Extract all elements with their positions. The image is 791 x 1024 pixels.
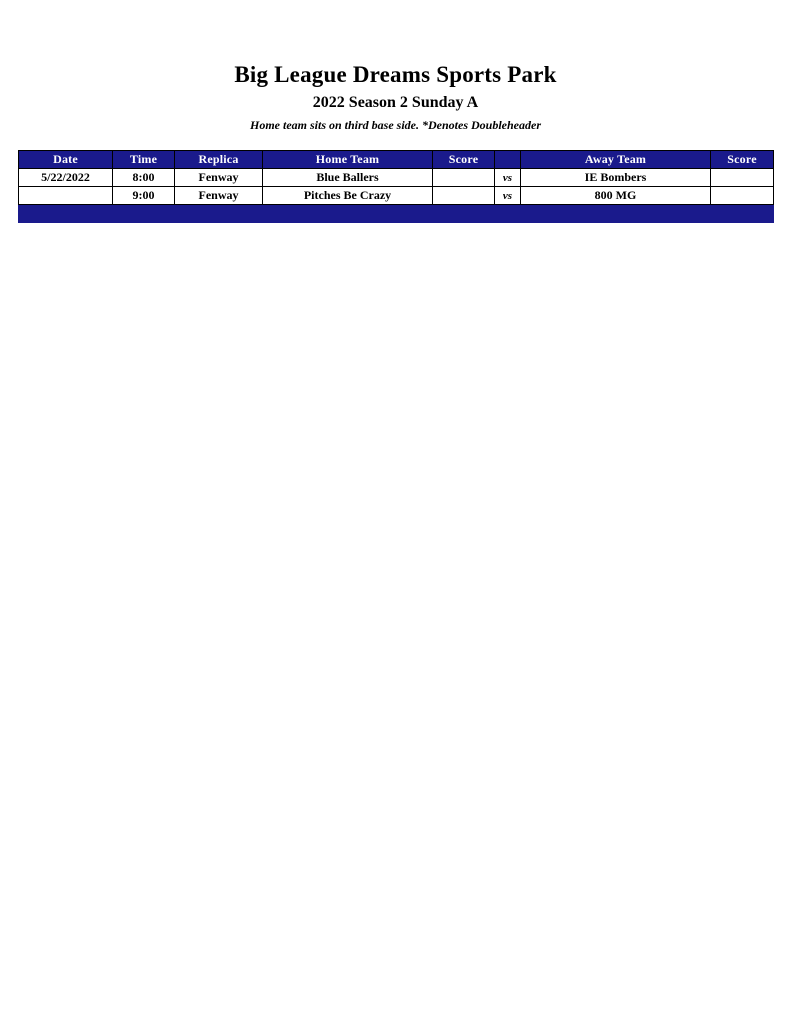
- filler-cell: [19, 205, 113, 223]
- filler-cell: [433, 205, 495, 223]
- table-row: [19, 169, 774, 187]
- column-header-away-score: Score: [711, 151, 774, 169]
- column-header-vs: [495, 151, 521, 169]
- cell-home-score: [433, 187, 495, 205]
- document-header: [0, 0, 791, 133]
- cell-time: 8:00: [113, 169, 175, 187]
- cell-home-team: Pitches Be Crazy: [263, 187, 433, 205]
- cell-away-team: 800 MG: [521, 187, 711, 205]
- cell-vs: vs: [495, 169, 521, 187]
- column-header-home-team: Home Team: [263, 151, 433, 169]
- filler-cell: [521, 205, 711, 223]
- column-header-away-team: Away Team: [521, 151, 711, 169]
- filler-cell: [711, 205, 774, 223]
- schedule-table: [18, 150, 774, 223]
- column-header-time: Time: [113, 151, 175, 169]
- cell-away-score: [711, 187, 774, 205]
- cell-replica: Fenway: [175, 187, 263, 205]
- cell-away-score: [711, 169, 774, 187]
- filler-cell: [175, 205, 263, 223]
- table-filler-row: [19, 205, 774, 223]
- page-note: Home team sits on third base side. *Denotes Doubleheader: [250, 118, 541, 133]
- cell-away-team: IE Bombers: [521, 169, 711, 187]
- column-header-home-score: Score: [433, 151, 495, 169]
- cell-home-score: [433, 169, 495, 187]
- cell-vs: vs: [495, 187, 521, 205]
- filler-cell: [263, 205, 433, 223]
- cell-date: [19, 187, 113, 205]
- table-body: [19, 169, 774, 223]
- cell-replica: Fenway: [175, 169, 263, 187]
- cell-time: 9:00: [113, 187, 175, 205]
- table-header-row: [19, 151, 774, 169]
- column-header-replica: Replica: [175, 151, 263, 169]
- table-row: [19, 187, 774, 205]
- schedule-table-container: [18, 150, 773, 223]
- column-header-date: Date: [19, 151, 113, 169]
- filler-cell: [113, 205, 175, 223]
- page-title: Big League Dreams Sports Park: [234, 62, 557, 87]
- filler-cell: [495, 205, 521, 223]
- page-subtitle: 2022 Season 2 Sunday A: [312, 94, 479, 112]
- cell-home-team: Blue Ballers: [263, 169, 433, 187]
- cell-date: 5/22/2022: [19, 169, 113, 187]
